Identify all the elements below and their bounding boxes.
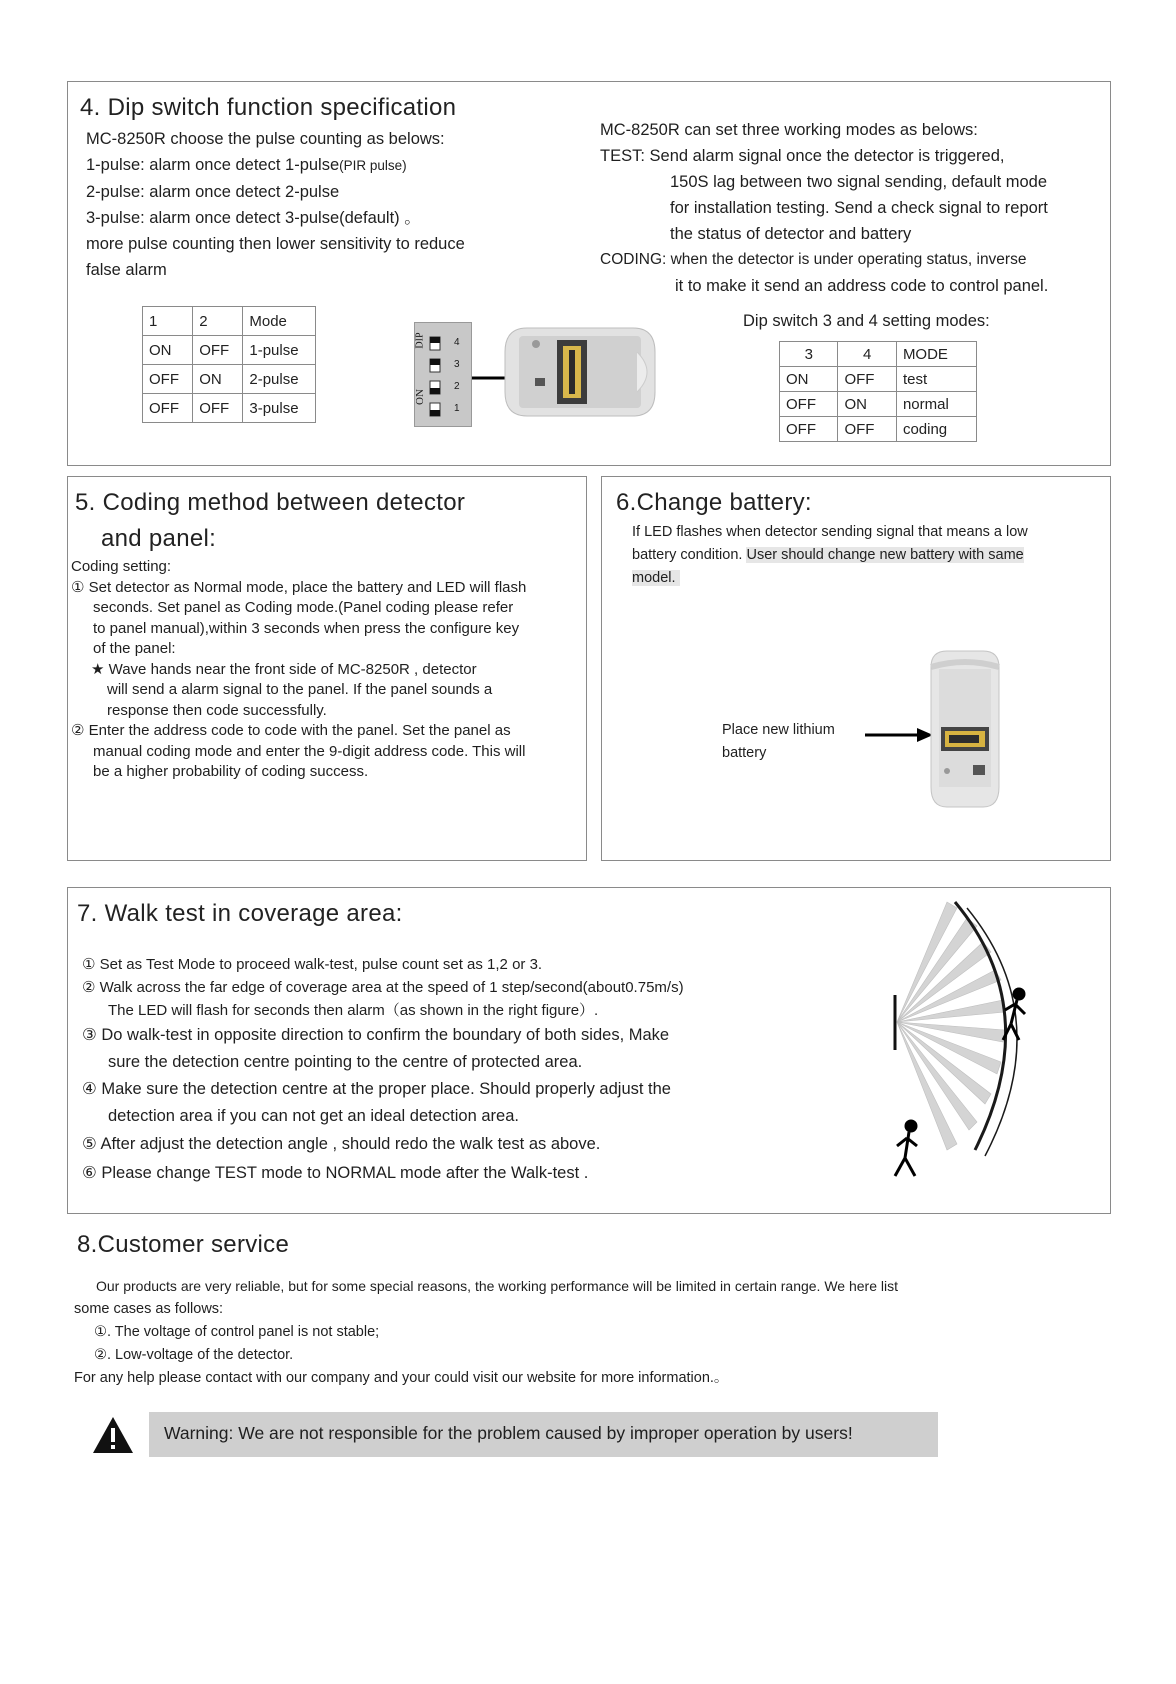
walking-person-icon [895, 1121, 917, 1176]
pir-note: (PIR pulse) [339, 158, 407, 173]
text-line: sure the detection centre pointing to the centre of protected area. [108, 1053, 583, 1071]
detector-device-image [497, 322, 663, 422]
text-line: MC-8250R choose the pulse counting as belows: [86, 130, 445, 148]
text-line: 3-pulse: alarm once detect 3-pulse(default) 。 [86, 209, 421, 227]
table-row [143, 394, 316, 423]
text-line: for installation testing. Send a check signal to report [670, 199, 1048, 217]
table-cell: normal [896, 392, 976, 417]
table-cell: OFF [143, 365, 193, 394]
text-line: false alarm [86, 261, 167, 279]
text-line: be a higher probability of coding success. [93, 763, 369, 780]
table-cell: test [896, 367, 976, 392]
table-cell: OFF [838, 367, 896, 392]
arrow-right-icon [865, 727, 933, 743]
battery-label-line: Place new lithium [722, 722, 835, 738]
table-cell: Mode [243, 307, 316, 336]
text-line: 150S lag between two signal sending, default mode [670, 173, 1048, 191]
text-line: ★ Wave hands near the front side of MC-8250R , detector [91, 660, 477, 678]
table-cell: 3 [780, 342, 838, 367]
detector-device-image [925, 647, 1005, 811]
section4-right-text [600, 117, 1105, 299]
table-cell: MODE [896, 342, 976, 367]
table-cell: ON [838, 392, 896, 417]
table-row [780, 367, 977, 392]
text-line: battery condition. User should change new battery with same [632, 547, 1024, 563]
table-cell: 3-pulse [243, 394, 316, 423]
text-line: MC-8250R can set three working modes as belows: [600, 121, 978, 139]
dip-switch-icon [414, 322, 472, 427]
table-row [143, 336, 316, 365]
section4-left-text [86, 126, 465, 283]
table-cell: OFF [780, 392, 838, 417]
highlighted-text: model. [632, 570, 680, 586]
dip-number: 2 [454, 381, 460, 392]
section5-title-line2: and panel: [101, 525, 217, 552]
text-line: ② Enter the address code to code with the panel. Set the panel as [71, 722, 511, 739]
text-line: ④ Make sure the detection centre at the proper place. Should properly adjust the [82, 1080, 671, 1098]
text-line: will send a alarm signal to the panel. If the panel sounds a [107, 681, 493, 698]
coverage-pattern-figure [885, 900, 1045, 1200]
section7-title: 7. Walk test in coverage area: [77, 900, 403, 927]
dip-number: 1 [454, 403, 460, 414]
warning-text: Warning: We are not responsible for the problem caused by improper operation by users! [164, 1423, 853, 1443]
text-line [632, 567, 1102, 590]
table-cell: 2-pulse [243, 365, 316, 394]
section5-text [71, 557, 581, 783]
text-line: some cases as follows: [74, 1301, 224, 1317]
section6-text [632, 521, 1102, 590]
text-line: seconds. Set panel as Coding mode.(Panel coding please refer [93, 599, 514, 616]
dip-number: 4 [454, 337, 460, 348]
section6-title: 6.Change battery: [616, 489, 812, 516]
text-line: For any help please contact with our company and your could visit our website for more information.。 [74, 1370, 729, 1386]
table-row [780, 417, 977, 442]
table-cell: coding [896, 417, 976, 442]
section8-text [74, 1275, 1114, 1390]
text-line: Our products are very reliable, but for some special reasons, the working performance will be limited in certain range. We here list [96, 1278, 898, 1294]
table-cell: OFF [193, 394, 243, 423]
text-line: manual coding mode and enter the 9-digit address code. This will [93, 742, 526, 760]
text-line: response then code successfully. [107, 701, 327, 719]
table-cell: OFF [838, 417, 896, 442]
section4-title: 4. Dip switch function specification [80, 94, 457, 121]
on-label: ON [413, 389, 426, 405]
table-cell: ON [780, 367, 838, 392]
warning-triangle-icon [92, 1416, 134, 1454]
text-line: ② Walk across the far edge of coverage area at the speed of 1 step/second(about0.75m/s) [82, 979, 684, 996]
battery-label-line: battery [722, 745, 767, 761]
text-line: ⑤ After adjust the detection angle , should redo the walk test as above. [82, 1135, 601, 1153]
table-cell: 2 [193, 307, 243, 336]
pulse-mode-table [142, 306, 316, 423]
text-line: it to make it send an address code to control panel. [675, 277, 1049, 295]
table-cell: OFF [193, 336, 243, 365]
text-line: Coding setting: [71, 558, 172, 575]
section7-text [82, 953, 802, 1188]
text-line: to panel manual),within 3 seconds when press the configure key [93, 619, 520, 637]
text-line: ②. Low-voltage of the detector. [94, 1347, 294, 1363]
text-line: ③ Do walk-test in opposite direction to confirm the boundary of both sides, Make [82, 1026, 670, 1044]
table-cell: ON [193, 365, 243, 394]
dip-label: DIP [414, 332, 426, 349]
text-line: ① Set as Test Mode to proceed walk-test, pulse count set as 1,2 or 3. [82, 956, 543, 973]
text-line: the status of detector and battery [670, 225, 912, 243]
table-cell: 1-pulse [243, 336, 316, 365]
text-line: TEST: Send alarm signal once the detector is triggered, [600, 147, 1005, 165]
text-line: of the panel: [93, 640, 176, 657]
table-cell: 1 [143, 307, 193, 336]
table-cell: OFF [143, 394, 193, 423]
text-line: CODING: when the detector is under operating status, inverse [600, 251, 1027, 268]
table-header-row [143, 307, 316, 336]
table-cell: OFF [780, 417, 838, 442]
text-line: ⑥ Please change TEST mode to NORMAL mode after the Walk-test . [82, 1164, 589, 1182]
highlighted-text: User should change new battery with same [746, 547, 1024, 563]
table-row [143, 365, 316, 394]
walking-person-icon [1003, 989, 1025, 1040]
text-line: 1-pulse: alarm once detect 1-pulse(PIR pulse) [86, 156, 407, 174]
text-line: ①. The voltage of control panel is not stable; [94, 1324, 380, 1340]
battery-label [722, 719, 835, 765]
working-mode-table [779, 341, 977, 442]
text-line: 2-pulse: alarm once detect 2-pulse [86, 183, 340, 201]
text-line: more pulse counting then lower sensitivity to reduce [86, 235, 465, 253]
section5-title: 5. Coding method between detector [75, 489, 466, 516]
dip-number: 3 [454, 359, 460, 370]
section8-title: 8.Customer service [77, 1231, 290, 1258]
text-line: The LED will flash for seconds then alarm（as shown in the right figure）. [108, 1002, 599, 1019]
text-line: detection area if you can not get an ideal detection area. [108, 1107, 519, 1125]
table2-caption: Dip switch 3 and 4 setting modes: [743, 312, 990, 330]
text-line: If LED flashes when detector sending signal that means a low [632, 524, 1028, 540]
table-cell: 4 [838, 342, 896, 367]
text-line: ① Set detector as Normal mode, place the battery and LED will flash [71, 578, 527, 596]
table-cell: ON [143, 336, 193, 365]
table-row [780, 392, 977, 417]
table-header-row [780, 342, 977, 367]
